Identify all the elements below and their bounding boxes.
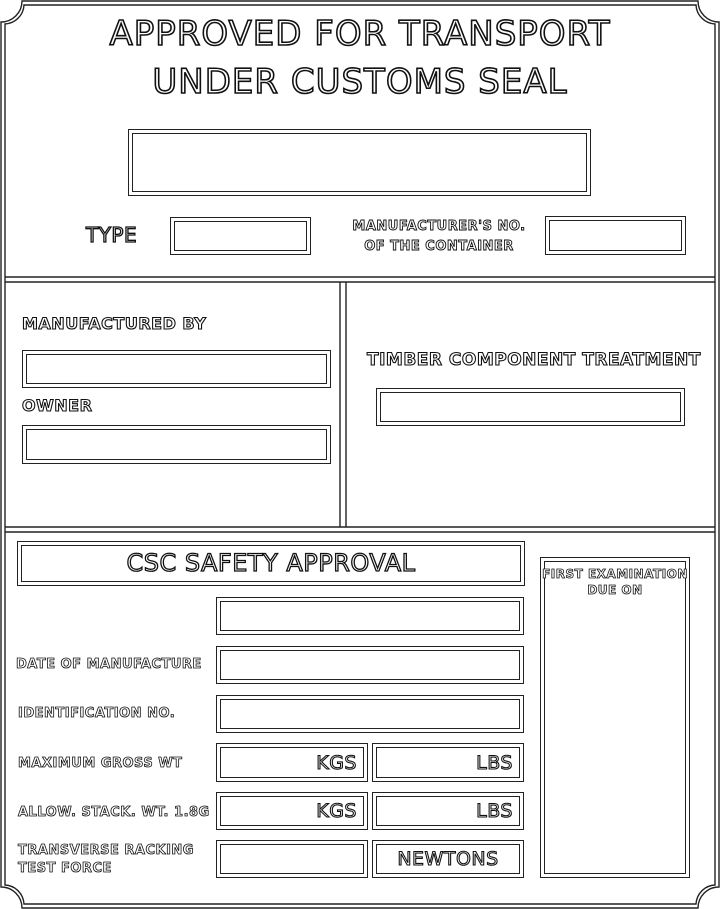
identification-no-field[interactable] bbox=[216, 695, 524, 733]
maximum-gross-wt-label: MAXIMUM GROSS WT bbox=[18, 756, 183, 771]
max-gross-kgs-field[interactable] bbox=[216, 743, 368, 782]
first-examination-label-line-2: DUE ON bbox=[587, 583, 643, 597]
lbs-unit: LBS bbox=[476, 800, 513, 822]
type-field[interactable] bbox=[170, 217, 311, 255]
csc-safety-approval-title: CSC SAFETY APPROVAL bbox=[126, 549, 416, 577]
manufacturer-no-field[interactable] bbox=[545, 216, 686, 255]
timber-treatment-label: TIMBER COMPONENT TREATMENT bbox=[367, 350, 701, 370]
newtons-unit: NEWTONS bbox=[397, 848, 499, 870]
approval-reference-field[interactable] bbox=[216, 597, 524, 635]
container-number-field[interactable] bbox=[128, 129, 591, 196]
max-gross-lbs-field[interactable] bbox=[372, 743, 524, 782]
manufacturer-no-label-line-2: OF THE CONTAINER bbox=[364, 239, 514, 254]
date-of-manufacture-field[interactable] bbox=[216, 646, 524, 684]
manufactured-by-label: MANUFACTURED BY bbox=[22, 314, 207, 333]
transverse-racking-field[interactable] bbox=[216, 840, 368, 878]
identification-no-label: IDENTIFICATION NO. bbox=[18, 706, 176, 721]
owner-label: OWNER bbox=[22, 396, 93, 415]
lbs-unit: LBS bbox=[476, 751, 513, 774]
manufactured-by-field[interactable] bbox=[22, 350, 331, 388]
title-line-1: APPROVED FOR TRANSPORT bbox=[109, 14, 611, 54]
title-line-2: UNDER CUSTOMS SEAL bbox=[152, 62, 568, 102]
owner-field[interactable] bbox=[22, 425, 331, 464]
newtons-unit-box[interactable] bbox=[372, 840, 524, 878]
allow-stack-lbs-field[interactable] bbox=[372, 792, 524, 830]
kgs-unit: KGS bbox=[316, 751, 357, 774]
manufacturer-no-label-line-1: MANUFACTURER'S NO. bbox=[352, 219, 526, 234]
first-examination-box[interactable] bbox=[540, 557, 690, 878]
allow-stack-kgs-field[interactable] bbox=[216, 792, 368, 830]
type-label: TYPE bbox=[86, 223, 138, 247]
transverse-racking-label-line-1: TRANSVERSE RACKING bbox=[18, 843, 194, 858]
first-examination-label-line-1: FIRST EXAMINATION bbox=[542, 567, 688, 581]
date-of-manufacture-label: DATE OF MANUFACTURE bbox=[16, 657, 202, 672]
allow-stack-wt-label: ALLOW. STACK. WT. 1.8G bbox=[18, 805, 210, 820]
timber-treatment-field[interactable] bbox=[376, 388, 685, 426]
transverse-racking-label-line-2: TEST FORCE bbox=[18, 861, 112, 876]
kgs-unit: KGS bbox=[316, 800, 357, 822]
